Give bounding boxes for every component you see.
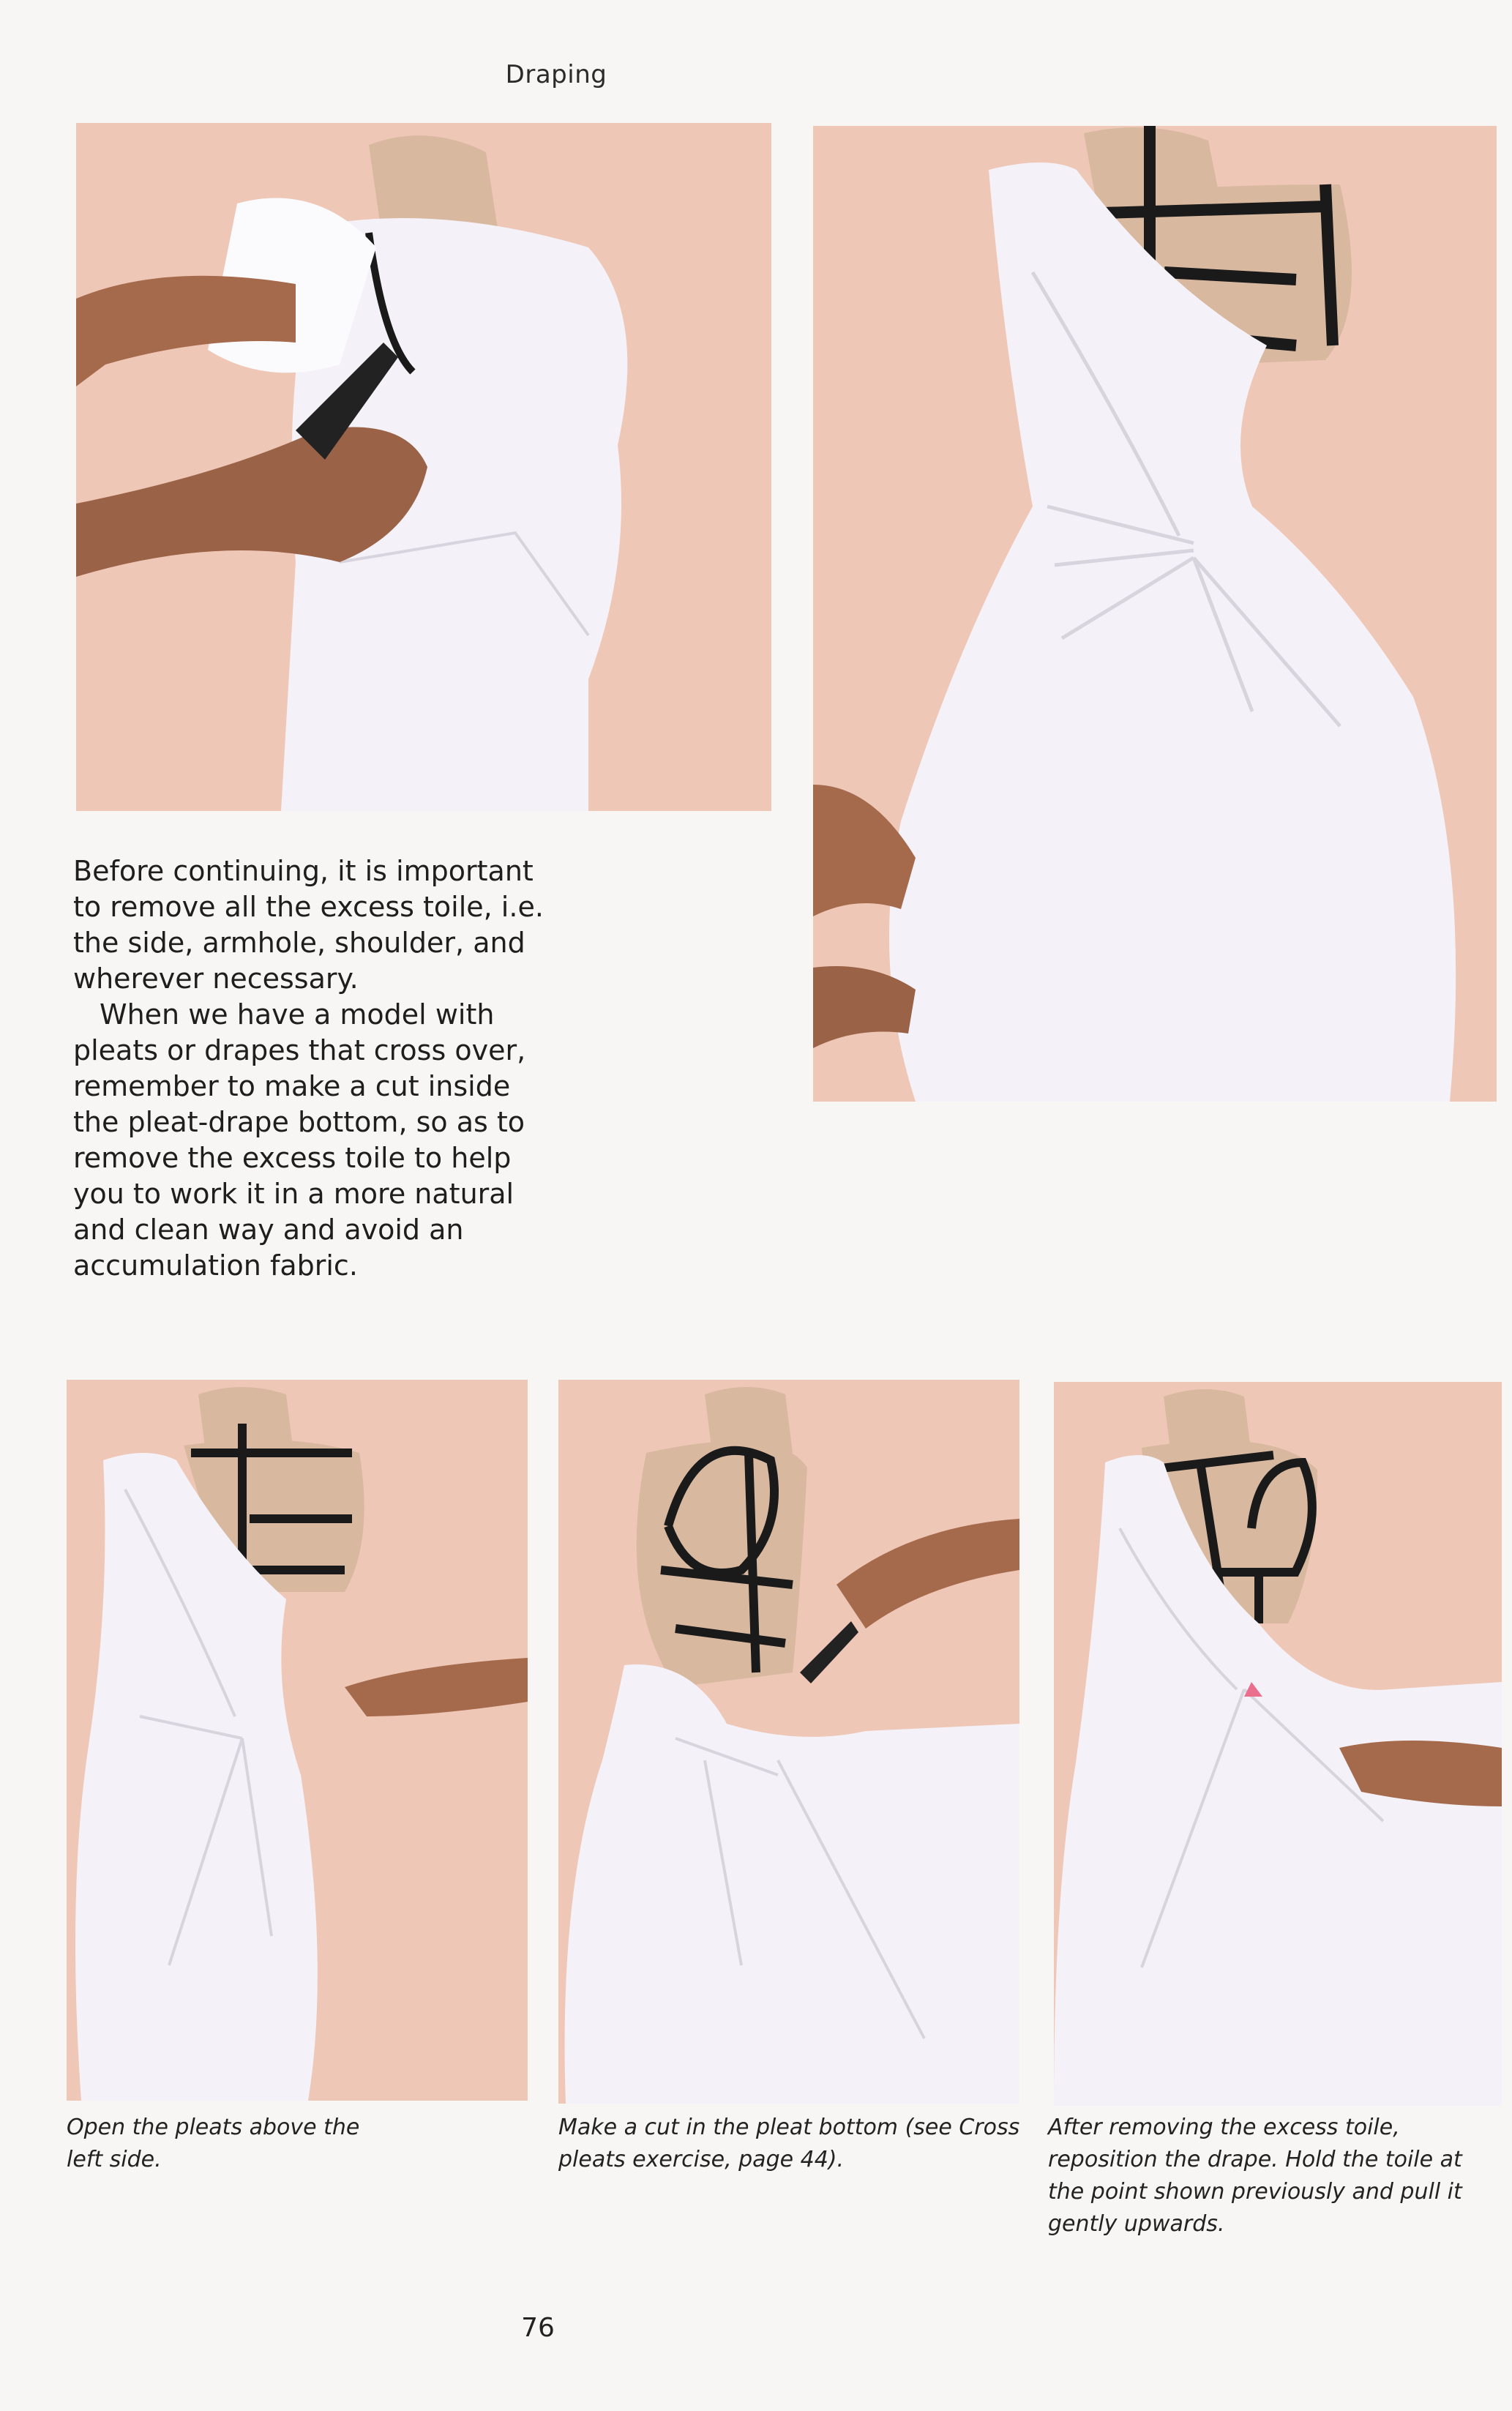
page-number: 76 xyxy=(521,2313,555,2343)
caption-cut-pleat-bottom: Make a cut in the pleat bottom (see Cross pleats exercise, page 44). xyxy=(558,2115,1020,2172)
photo-trimming-armhole xyxy=(76,123,771,811)
photo-cut-pleat-bottom xyxy=(558,1380,1019,2104)
paragraph-1: Before continuing, it is important to remove all the excess toile, i.e. the side, armhole, shoulder, and wherever necessary. xyxy=(73,855,544,995)
caption-open-pleats: Open the pleats above the left side. xyxy=(67,2115,360,2172)
paragraph-2: When we have a model with pleats or drapes that cross over, remember to make a cut inside the pleat-drape bottom, so as to remove the excess toile to help you to work it in a more natural and clean way and avoid an accumulation fabric. xyxy=(73,998,526,1282)
instruction-text xyxy=(73,853,556,1284)
photo-draped-dress xyxy=(813,126,1497,1102)
section-title: Draping xyxy=(505,60,607,89)
photo-reposition-drape xyxy=(1054,1382,1502,2106)
photo-open-pleats xyxy=(67,1380,528,2101)
caption-reposition-drape: After removing the excess toile, reposition the drape. Hold the toile at the point shown previously and pull it gently upwards. xyxy=(1048,2115,1462,2237)
